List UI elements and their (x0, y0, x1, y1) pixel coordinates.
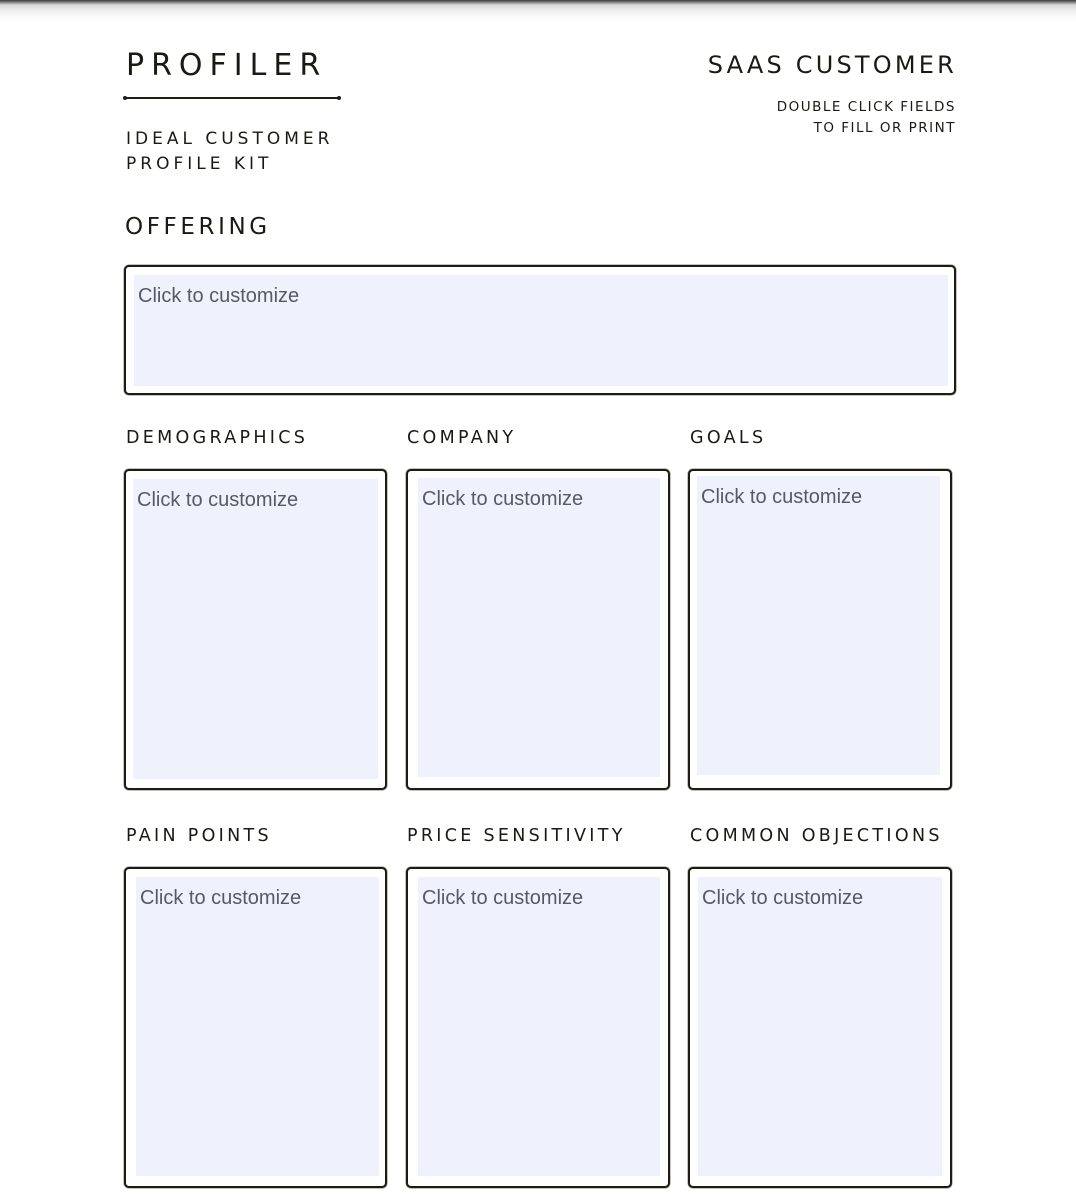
window-top-shadow (0, 0, 1076, 22)
goals-box (688, 469, 952, 790)
goals-label: GOALS (690, 428, 767, 448)
pain-points-box (124, 867, 387, 1188)
hint-line-1: DOUBLE CLICK FIELDS (776, 99, 956, 115)
pain-points-field[interactable]: Click to customize (136, 877, 379, 1176)
common-objections-label: COMMON OBJECTIONS (690, 826, 943, 846)
offering-label: OFFERING (125, 214, 271, 240)
offering-field[interactable]: Click to customize (134, 275, 948, 386)
pain-points-label: PAIN POINTS (126, 826, 272, 846)
subtitle-line-2: PROFILE KIT (126, 154, 273, 174)
price-sensitivity-field[interactable]: Click to customize (418, 877, 660, 1176)
offering-box (124, 265, 956, 395)
common-objections-field[interactable]: Click to customize (698, 877, 942, 1176)
demographics-field[interactable]: Click to customize (133, 479, 378, 779)
goals-field[interactable]: Click to customize (697, 476, 940, 775)
hint-line-2: TO FILL OR PRINT (813, 119, 956, 136)
page-subtitle (126, 127, 333, 177)
demographics-box (124, 469, 387, 790)
company-field[interactable]: Click to customize (418, 478, 660, 777)
company-label: COMPANY (407, 428, 517, 448)
title-underline-divider (124, 97, 340, 99)
demographics-label: DEMOGRAPHICS (126, 428, 309, 448)
persona-heading: SAAS CUSTOMER (707, 51, 957, 79)
company-box (406, 469, 670, 790)
price-sensitivity-label: PRICE SENSITIVITY (407, 826, 626, 846)
common-objections-box (688, 867, 952, 1188)
page-title: PROFILER (126, 48, 328, 83)
price-sensitivity-box (406, 867, 670, 1188)
instructions-hint (777, 97, 956, 138)
subtitle-line-1: IDEAL CUSTOMER (126, 129, 334, 149)
